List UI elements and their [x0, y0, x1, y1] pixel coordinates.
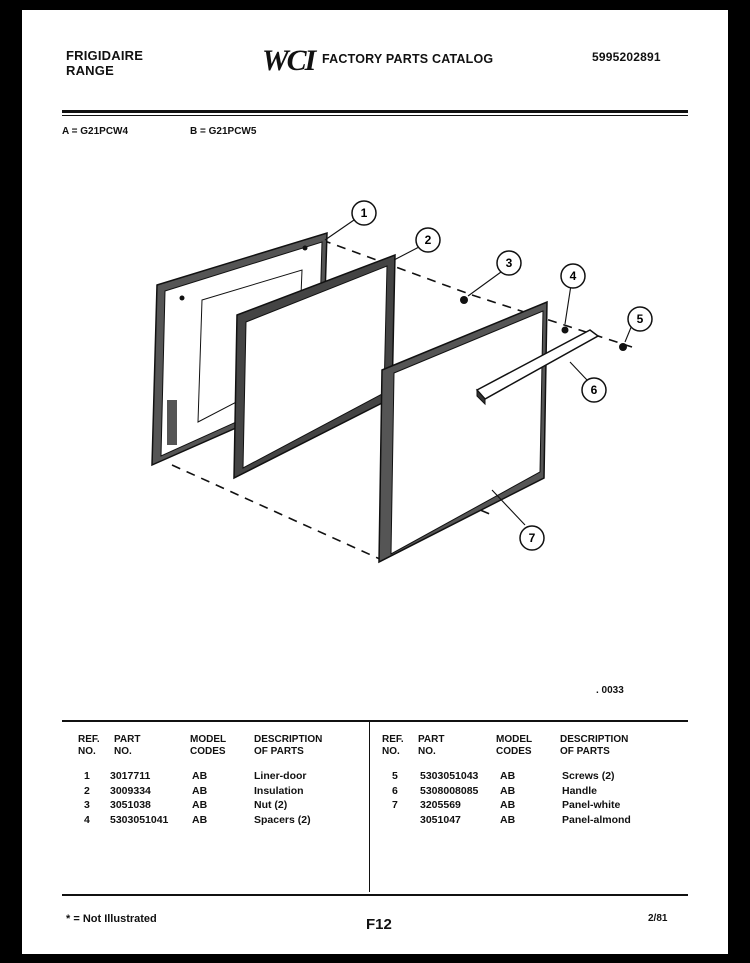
svg-text:7: 7 — [528, 531, 536, 545]
callout-3 — [497, 251, 521, 275]
table-bottom-rule — [62, 894, 688, 896]
part-description: Spacers (2) — [254, 814, 311, 826]
model-codes: AB — [192, 799, 208, 811]
callout-6 — [582, 378, 606, 402]
not-illustrated-note: * = Not Illustrated — [66, 913, 157, 925]
part-no: 3051047 — [420, 814, 461, 826]
svg-text:4: 4 — [569, 269, 577, 283]
svg-text:2: 2 — [424, 233, 432, 247]
screw — [619, 343, 627, 351]
page-code: F12 — [366, 916, 392, 933]
svg-text:1: 1 — [360, 206, 368, 220]
model-codes: AB — [500, 770, 516, 782]
part-no: 3009334 — [110, 785, 151, 797]
outer-panel — [379, 302, 547, 562]
part-no: 3205569 — [420, 799, 461, 811]
part-description: Liner-door — [254, 770, 307, 782]
ref-no: 5 — [392, 770, 398, 782]
callout-2 — [416, 228, 440, 252]
figure-code: . 0033 — [596, 685, 624, 696]
model-a-label: A = G21PCW4 — [62, 126, 129, 137]
part-description: Panel-white — [562, 799, 621, 811]
table-divider — [369, 722, 370, 892]
parts-catalog-page — [22, 10, 728, 954]
model-b-label: B = G21PCW5 — [190, 126, 257, 137]
model-codes: AB — [192, 814, 208, 826]
brand-block — [66, 48, 143, 78]
part-no: 5303051043 — [420, 770, 479, 782]
model-codes-header: MODEL CODES — [496, 734, 533, 757]
header-rule-thin — [62, 115, 688, 116]
document-number: 5995202891 — [592, 50, 661, 64]
part-no: 5308008085 — [420, 785, 479, 797]
catalog-date: 2/81 — [648, 913, 668, 924]
header-rule-thick — [62, 110, 688, 113]
model-codes: AB — [192, 785, 208, 797]
product-type: RANGE — [66, 63, 114, 78]
brand-name: FRIGIDAIRE — [66, 48, 144, 63]
part-description: Screws (2) — [562, 770, 615, 782]
catalog-title: FACTORY PARTS CATALOG — [322, 52, 494, 66]
spacer — [562, 327, 569, 334]
part-description: Handle — [562, 785, 598, 797]
callout-4 — [561, 264, 585, 288]
callout-5 — [628, 307, 652, 331]
callout-1 — [352, 201, 376, 225]
ref-no-header: REF. NO. — [382, 734, 404, 757]
ref-no-header: REF. NO. — [78, 734, 100, 757]
ref-no: 3 — [84, 799, 90, 811]
ref-no: 2 — [84, 785, 90, 797]
ref-no: 6 — [392, 785, 398, 797]
description-header: DESCRIPTION OF PARTS — [560, 734, 629, 757]
model-codes: AB — [500, 785, 516, 797]
table-top-rule — [62, 720, 688, 722]
callout-7 — [520, 526, 544, 550]
wci-logo: WCI — [262, 44, 315, 77]
part-no: 3051038 — [110, 799, 151, 811]
svg-text:3: 3 — [505, 256, 513, 270]
ref-no: 7 — [392, 799, 398, 811]
model-codes-header: MODEL CODES — [190, 734, 227, 757]
part-no-header: PART NO. — [114, 734, 141, 757]
part-no: 3017711 — [110, 770, 151, 782]
part-description: Panel-almond — [562, 814, 631, 826]
svg-text:6: 6 — [590, 383, 598, 397]
ref-no: 1 — [84, 770, 90, 782]
part-description: Nut (2) — [254, 799, 288, 811]
ref-no: 4 — [84, 814, 90, 826]
part-no-header: PART NO. — [418, 734, 445, 757]
exploded-door-diagram — [22, 160, 728, 580]
svg-text:5: 5 — [636, 312, 644, 326]
model-codes: AB — [192, 770, 208, 782]
part-no: 5303051041 — [110, 814, 169, 826]
model-codes: AB — [500, 814, 516, 826]
nut — [460, 296, 468, 304]
description-header: DESCRIPTION OF PARTS — [254, 734, 323, 757]
part-description: Insulation — [254, 785, 304, 797]
model-codes: AB — [500, 799, 516, 811]
